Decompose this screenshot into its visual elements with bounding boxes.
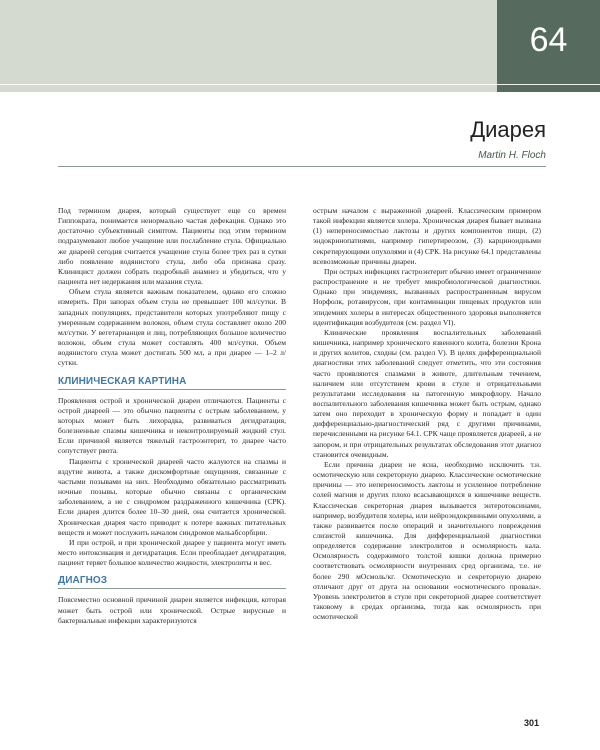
chapter-author: Martin H. Floch [478, 150, 546, 161]
banner-divider [0, 84, 600, 85]
page-number: 301 [524, 718, 540, 728]
body-paragraph: Клинические проявления воспалительных заболеваний кишечника, например хронического язвенного колита, болезни Крона и других колитов, сходны (см. раздел V). В целях дифференциальной диагностики этих заболеваний следует отметить, что эти состояния часто проявляются спазмами в животе, длительным течением, наличием или отсутствием крови в стуле и отрицательными результатами исследования на патогенную микрофлору. Начало воспалительного заболевания кишечника может быть острым, однако затем оно переходит в хроническую форму и попадает в один дифференциально-диагностический ряд с другими причинами, перечисленными на рисунке 64.1. СРК чаще проявляется диареей, а не запором, и при отрицательных результатах обследования этот диагноз становится очевидным. [313, 327, 541, 459]
body-paragraph: Под термином диарея, который существует еще со времен Гиппократа, понимается ненормально частая дефекация. Однако это достаточно субъективный симптом. Пациенты под этим термином подразумевают любое учащение или послабление стула. Официально же диареей сегодня считается учащение стула более трех раз в сутки либо появление водянистого стула, либо оба признака сразу. Клиницист должен собрать подробный анамнез и убедиться, что у пациента нет недержания или мазания стула. [58, 206, 286, 287]
body-paragraph: острым началом с выраженной диареей. Классическим примером такой инфекции является холера. Хроническая диарея бывает вызвана (1) непереносимостью лактозы и других компонентов пищи, (2) эндокринопатиями, например гипертиреозом, (3) карциноидными секретирующими опухолями и (4) СРК. На рисунке 64.1 представлены всевозможные причины диареи. [313, 206, 541, 266]
body-paragraph: Повсеместно основной причиной диареи является инфекция, которая может быть острой или хронической. Острые вирусные и бактериальные инфекции характеризуются [58, 595, 286, 625]
title-divider [58, 166, 546, 167]
body-paragraph: И при острой, и при хронической диарее у пациента могут иметь место интоксикация и дегидратация. Если преобладает дегидратация, пациент теряет большое количество жидкости, электролиты и вес. [58, 537, 286, 568]
body-paragraph: Если причина диареи не ясна, необходимо исключить т.н. осмотическую или секреторную диарею. Классические осмотические причины — это непереносимость лактозы и усиленное потребление солей магния и других плохо всасывающихся в кишечнике веществ. Классическая секреторная диарея вызывается энтеротоксинами, например, возбудителя холеры, или нейроэндокринными опухолями, а также развивается после операций и значительного повреждения слизистой кишечника. Для дифференциальной диагностики определяется содержание электролитов и осмолярность кала. Осмолярность содержимого толстой кишки должна примерно соответствовать осмолярности внутренних сред организма, т.е. не более 290 мОсмоль/кг. Осмотическую и секреторную диарею отличают друг от друга на основании «осмотического провала». Уровень электролитов в стуле при секреторной диарее соответствует таковому в средах организма, тогда как осмолярность при осмотической [313, 459, 541, 622]
body-paragraph: Проявления острой и хронической диареи отличаются. Пациенты с острой диареей — это обычно пациенты с острым заболеванием, у которых может быть лихорадка, развиваться дегидратация, болезненные спазмы кишечника и неконтролируемый жидкий стул. Если причиной является тяжелый гастроэнтерит, то диарее часто сопутствует рвота. [58, 395, 286, 456]
body-paragraph: При острых инфекциях гастроэнтерит обычно имеет ограниченное распространение и не требует микробиологической диагностики. Однако при эпидемиях, вызванных распространенным вирусом Норфолк, ротавирусом, при контаминации пищевых продуктов или эпидемиях холеры в интересах общественного здоровья выполняется идентификация возбудителя (см. раздел VI). [313, 266, 541, 327]
section-heading-clinical-picture: КЛИНИЧЕСКАЯ КАРТИНА [58, 377, 286, 390]
right-column [313, 206, 541, 622]
left-column [58, 206, 286, 626]
body-paragraph: Пациенты с хронической диареей часто жалуются на спазмы и вздутие живота, а также дискомфортные ощущения, связанные с частыми позывами на них. Необходимо обязательно рассматривать ночные позывы, которые обычно связаны с органическим заболеванием, а не с синдромом раздраженного кишечника (СРК). Если диарея длится более 10–30 дней, она считается хронической. Хроническая диарея часто приводит к потере важных питательных веществ и может послужить началом синдромов мальабсорбции. [58, 456, 286, 537]
section-heading-diagnosis: ДИАГНОЗ [58, 576, 286, 589]
chapter-title: Диарея [470, 117, 546, 142]
chapter-number: 64 [529, 21, 568, 59]
body-paragraph: Объем стула является важным показателем, однако его сложно измерить. При запорах объем стула не превышает 100 мл/сутки. В западных популяциях, представители которых употребляют пищу с умеренным содержанием волокон, объем стула составляет около 200 мл/сутки. У вегетарианцев и лиц, потребляющих большое количество волокон, объем стула может составлять 400 мл/сутки. Объем водянистого стула может достигать 500 мл, а при диарее — 1–2 л/сутки. [58, 287, 286, 368]
